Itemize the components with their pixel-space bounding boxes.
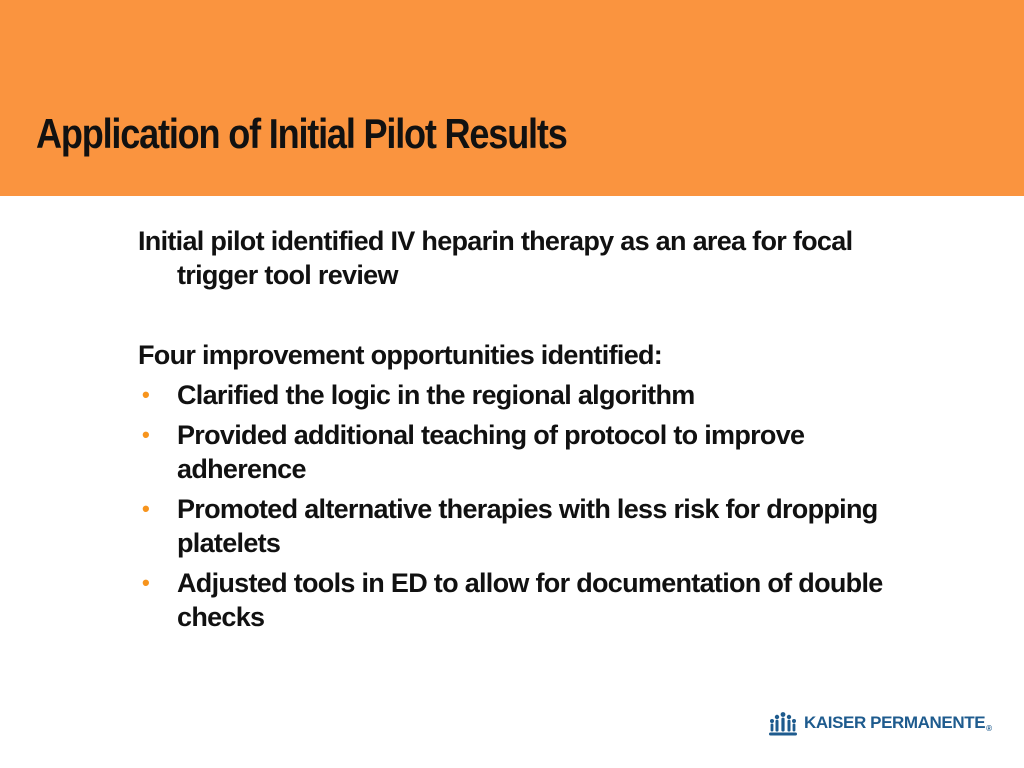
- bullet-icon: •: [142, 496, 150, 521]
- bullet-item: [138, 378, 938, 412]
- logo-wordmark: KAISER PERMANENTE: [804, 713, 986, 732]
- bullet-icon: •: [142, 422, 150, 447]
- list-heading: Four improvement opportunities identified:: [138, 340, 663, 370]
- bullet-list: [138, 378, 938, 634]
- bullet-item: [138, 566, 938, 634]
- registered-mark: ®: [986, 724, 992, 733]
- kaiser-permanente-people-icon: [768, 709, 798, 737]
- bullet-text: Promoted alternative therapies with less risk for dropping platelets: [177, 494, 878, 558]
- title-band: [0, 0, 1024, 196]
- slide-body: [138, 224, 938, 640]
- bullet-text: Adjusted tools in ED to allow for documentation of double checks: [177, 568, 883, 632]
- bullet-icon: •: [142, 570, 150, 595]
- bullet-item: [138, 492, 938, 560]
- bullet-text: Provided additional teaching of protocol to improve adherence: [177, 420, 805, 484]
- kaiser-permanente-logo: [768, 706, 992, 740]
- bullet-icon: •: [142, 382, 150, 407]
- bullet-item: [138, 418, 938, 486]
- bullet-text: Clarified the logic in the regional algorithm: [177, 380, 695, 410]
- intro-paragraph: Initial pilot identified IV heparin therapy as an area for focal trigger tool review: [138, 226, 853, 290]
- logo-text: [804, 713, 992, 733]
- slide-title: Application of Initial Pilot Results: [36, 110, 567, 157]
